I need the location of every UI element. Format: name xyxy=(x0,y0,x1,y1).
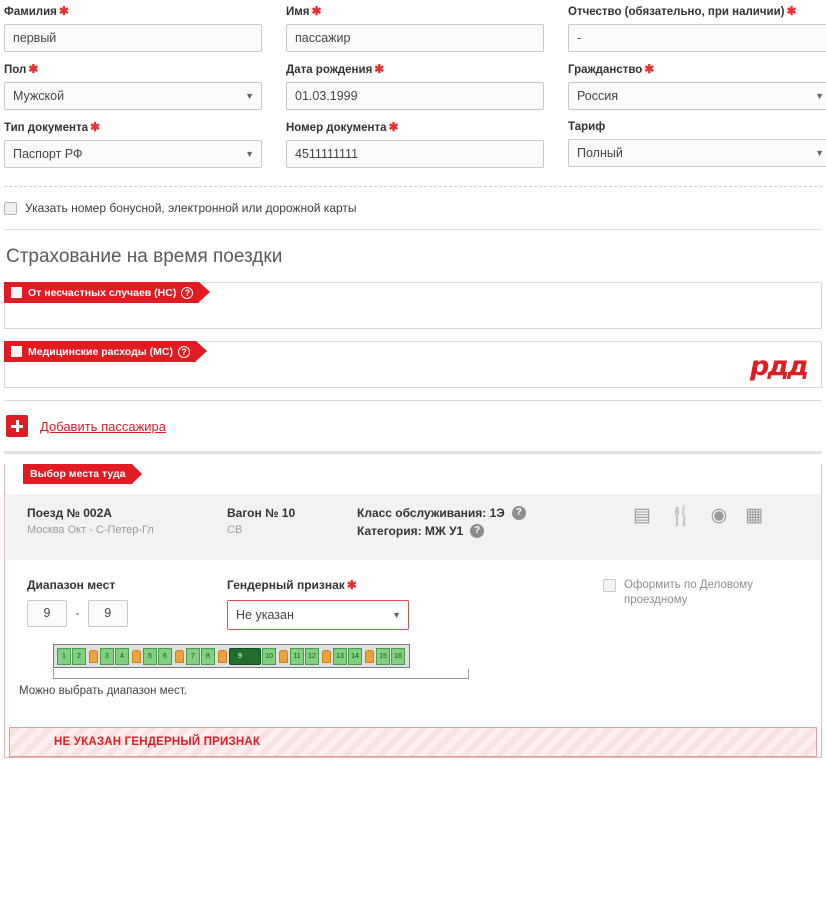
patronymic-input[interactable]: - xyxy=(568,24,826,52)
seatmap[interactable] xyxy=(53,644,410,668)
gender-sign-label xyxy=(227,578,409,592)
field-citizenship xyxy=(568,62,826,110)
seatmap-hint: Можно выбрать диапазон мест. xyxy=(19,685,187,697)
field-name xyxy=(286,4,558,52)
error-text: НЕ УКАЗАН ГЕНДЕРНЫЙ ПРИЗНАК xyxy=(54,736,261,748)
seat-divider-icon xyxy=(279,650,288,663)
range-label: Диапазон мест xyxy=(27,578,116,592)
required-marker: ✱ xyxy=(311,4,322,18)
insurance-accident-checkbox[interactable] xyxy=(11,287,22,298)
required-marker: ✱ xyxy=(388,120,399,134)
help-icon[interactable]: ? xyxy=(181,287,193,299)
seat-divider-icon xyxy=(132,650,141,663)
field-doc-number xyxy=(286,120,558,168)
food-icon: 🍴 xyxy=(668,506,693,527)
seat-cell[interactable]: 13 xyxy=(333,648,347,665)
business-pass-checkbox[interactable] xyxy=(603,579,616,592)
chevron-down-icon: ▼ xyxy=(815,91,824,101)
train-column xyxy=(27,506,227,542)
class-column xyxy=(357,506,587,542)
seatmap-scrollbar[interactable] xyxy=(53,669,469,679)
seat-cell[interactable]: 14 xyxy=(348,648,362,665)
label-doc-type-text: Тип документа xyxy=(4,122,88,134)
field-surname xyxy=(4,4,276,52)
doc-type-select-value: Паспорт РФ xyxy=(13,147,83,161)
doc-type-select[interactable] xyxy=(4,140,262,168)
label-doc-number-text: Номер документа xyxy=(286,122,387,134)
seat-cell-selected[interactable]: 9 xyxy=(229,648,261,665)
business-pass-checkbox-row[interactable] xyxy=(603,578,793,608)
insurance-accident-box xyxy=(4,282,822,329)
help-icon[interactable]: ? xyxy=(178,346,190,358)
bonus-card-label: Указать номер бонусной, электронной или дорожной карты xyxy=(25,201,357,215)
seat-cell[interactable]: 8 xyxy=(201,648,215,665)
field-patronymic xyxy=(568,4,826,52)
gender-group xyxy=(227,578,409,630)
seat-divider-icon xyxy=(218,650,227,663)
field-birthdate xyxy=(286,62,558,110)
citizenship-select-value: Россия xyxy=(577,89,618,103)
seat-cell[interactable]: 5 xyxy=(143,648,157,665)
insurance-medical-label: Медицинские расходы (МС) xyxy=(28,345,173,358)
seat-cell[interactable]: 6 xyxy=(158,648,172,665)
label-birthdate xyxy=(286,62,558,77)
label-gender xyxy=(4,62,276,77)
help-icon[interactable]: ? xyxy=(512,506,526,520)
add-passenger-row[interactable] xyxy=(0,401,826,451)
business-pass-line2: проездному xyxy=(624,594,688,606)
label-gender-text: Пол xyxy=(4,64,27,76)
passenger-form xyxy=(0,0,826,178)
label-surname-text: Фамилия xyxy=(4,6,57,18)
seat-selection-flag: Выбор места туда xyxy=(23,464,132,484)
seat-cell[interactable]: 10 xyxy=(262,648,276,665)
help-icon[interactable]: ? xyxy=(470,524,484,538)
add-passenger-link[interactable]: Добавить пассажира xyxy=(40,418,166,434)
train-route: Москва Окт - С-Петер-Гл xyxy=(27,524,154,536)
label-name-text: Имя xyxy=(286,6,310,18)
field-doc-type xyxy=(4,120,276,168)
insurance-medical-checkbox[interactable] xyxy=(11,346,22,357)
citizenship-select[interactable] xyxy=(568,82,826,110)
bedding-icon: ◉ xyxy=(710,505,728,526)
bonus-card-checkbox[interactable] xyxy=(4,202,17,215)
wifi-icon: ▦ xyxy=(745,505,764,526)
name-input[interactable]: пассажир xyxy=(286,24,544,52)
label-patronymic-text: Отчество (обязательно, при наличии) xyxy=(568,6,785,18)
gender-sign-value: Не указан xyxy=(236,608,294,622)
label-tariff xyxy=(568,120,826,134)
label-citizenship-text: Гражданство xyxy=(568,64,643,76)
required-marker: ✱ xyxy=(786,4,797,18)
birthdate-input[interactable]: 01.03.1999 xyxy=(286,82,544,110)
tariff-select-value: Полный xyxy=(577,146,623,160)
seat-cell[interactable]: 3 xyxy=(100,648,114,665)
gender-sign-select[interactable] xyxy=(227,600,409,630)
label-birthdate-text: Дата рождения xyxy=(286,64,373,76)
car-column xyxy=(227,506,357,542)
insurance-medical-flag[interactable] xyxy=(4,341,196,362)
gender-sign-label-text: Гендерный признак xyxy=(227,578,345,592)
seat-cell[interactable]: 1 xyxy=(57,648,71,665)
range-separator: - xyxy=(75,606,80,620)
required-marker: ✱ xyxy=(346,578,357,592)
seat-cell[interactable]: 2 xyxy=(72,648,86,665)
label-doc-number xyxy=(286,120,558,135)
seat-cell[interactable]: 7 xyxy=(186,648,200,665)
required-marker: ✱ xyxy=(644,62,655,76)
seat-cell[interactable]: 16 xyxy=(391,648,405,665)
range-from-input[interactable]: 9 xyxy=(27,600,67,627)
gender-select-value: Мужской xyxy=(13,89,65,103)
range-to-input[interactable]: 9 xyxy=(88,600,128,627)
bonus-card-row[interactable] xyxy=(0,187,826,229)
required-marker: ✱ xyxy=(28,62,39,76)
label-doc-type xyxy=(4,120,276,135)
surname-input[interactable]: первый xyxy=(4,24,262,52)
tariff-select[interactable] xyxy=(568,139,826,167)
label-patronymic xyxy=(568,4,826,19)
chevron-down-icon: ▼ xyxy=(245,149,254,159)
required-marker: ✱ xyxy=(58,4,69,18)
service-icons xyxy=(633,504,793,528)
seat-divider-icon xyxy=(175,650,184,663)
divider-thick xyxy=(4,451,822,454)
seat-selection-block xyxy=(4,464,822,758)
seat-selection-header xyxy=(23,464,821,486)
label-citizenship xyxy=(568,62,826,77)
insurance-title: Страхование на время поездки xyxy=(6,246,283,267)
business-pass-label xyxy=(624,578,753,608)
seat-cell[interactable]: 12 xyxy=(305,648,319,665)
error-banner xyxy=(9,727,817,757)
seat-range-row xyxy=(5,560,821,638)
gender-select[interactable] xyxy=(4,82,262,110)
insurance-accident-label: От несчастных случаев (НС) xyxy=(28,286,177,299)
field-gender xyxy=(4,62,276,110)
car-number: Вагон № 10 xyxy=(227,506,296,520)
plus-icon[interactable] xyxy=(6,415,28,437)
category-text: Категория: МЖ У1 xyxy=(357,524,464,538)
business-pass-line1: Оформить по Деловому xyxy=(624,579,753,591)
service-class-text: Класс обслуживания: 1Э xyxy=(357,506,505,520)
doc-number-input[interactable]: 4511111111 xyxy=(286,140,544,168)
service-class-line xyxy=(357,506,587,520)
required-marker: ✱ xyxy=(90,120,101,134)
field-tariff xyxy=(568,120,826,168)
train-number: Поезд № 002А xyxy=(27,506,112,520)
category-line xyxy=(357,524,587,538)
socket-icon: ▤ xyxy=(633,505,651,526)
seat-divider-icon xyxy=(89,650,98,663)
insurance-medical-box xyxy=(4,341,822,388)
label-tariff-text: Тариф xyxy=(568,121,606,133)
label-surname xyxy=(4,4,276,19)
chevron-down-icon: ▼ xyxy=(245,91,254,101)
seat-divider-icon xyxy=(322,650,331,663)
seat-cell[interactable]: 15 xyxy=(376,648,390,665)
required-marker: ✱ xyxy=(374,62,385,76)
chevron-down-icon: ▼ xyxy=(392,610,401,620)
car-type: СВ xyxy=(227,524,243,536)
label-name xyxy=(286,4,558,19)
seat-cell[interactable]: 11 xyxy=(290,648,304,665)
chevron-down-icon: ▼ xyxy=(815,148,824,158)
rzd-logo-icon: рдд xyxy=(750,351,807,382)
seatmap-wrap xyxy=(5,638,821,679)
seat-cell[interactable]: 4 xyxy=(115,648,129,665)
insurance-accident-flag[interactable] xyxy=(4,282,199,303)
range-group xyxy=(27,578,227,630)
train-info-panel xyxy=(5,494,821,560)
seat-divider-icon xyxy=(365,650,374,663)
